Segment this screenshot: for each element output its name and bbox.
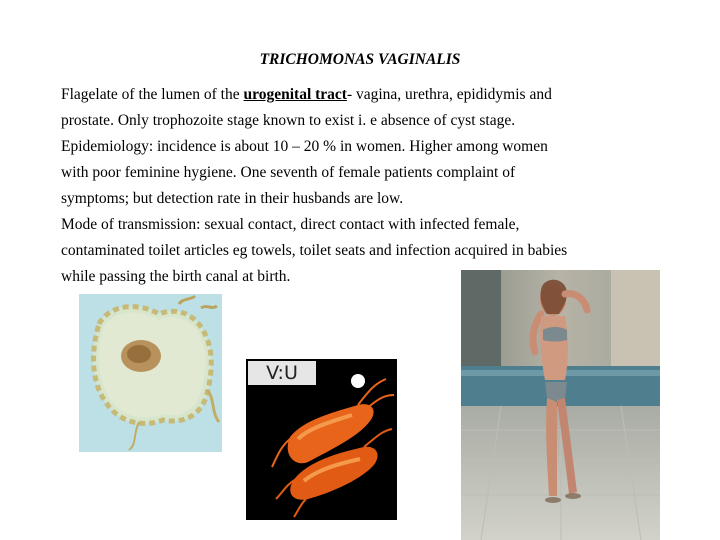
- text-line: Flagelate of the lumen of the urogenital tract- vagina, urethra, epididymis and: [61, 86, 552, 103]
- photo-drawing: [461, 270, 660, 540]
- text-line: contaminated toilet articles eg towels, toilet seats and infection acquired in babies: [61, 242, 568, 259]
- urogenital-tract-term: urogenital tract: [243, 86, 347, 103]
- text-line: prostate. Only trophozoite stage known to exist i. e absence of cyst stage.: [61, 112, 516, 129]
- text-line: with poor feminine hygiene. One seventh of female patients complaint of: [61, 164, 516, 181]
- text-line: Epidemiology: incidence is about 10 – 20 % in women. Higher among women: [61, 138, 548, 155]
- text-line: symptoms; but detection rate in their husbands are low.: [61, 190, 404, 207]
- text-line: Mode of transmission: sexual contact, direct contact with infected female,: [61, 216, 520, 233]
- stained-trophozoite-image: [79, 294, 222, 452]
- woman-poolside-photo: [461, 270, 660, 540]
- slide-title: TRICHOMONAS VAGINALIS: [259, 51, 461, 68]
- sem-trichomonas-image: [246, 359, 397, 520]
- sem-drawing: [246, 359, 397, 520]
- micrograph-drawing: [79, 294, 222, 452]
- body-paragraph: [61, 82, 671, 290]
- text-line: while passing the birth canal at birth.: [61, 268, 291, 285]
- sem-badge-text: V:U: [266, 362, 298, 384]
